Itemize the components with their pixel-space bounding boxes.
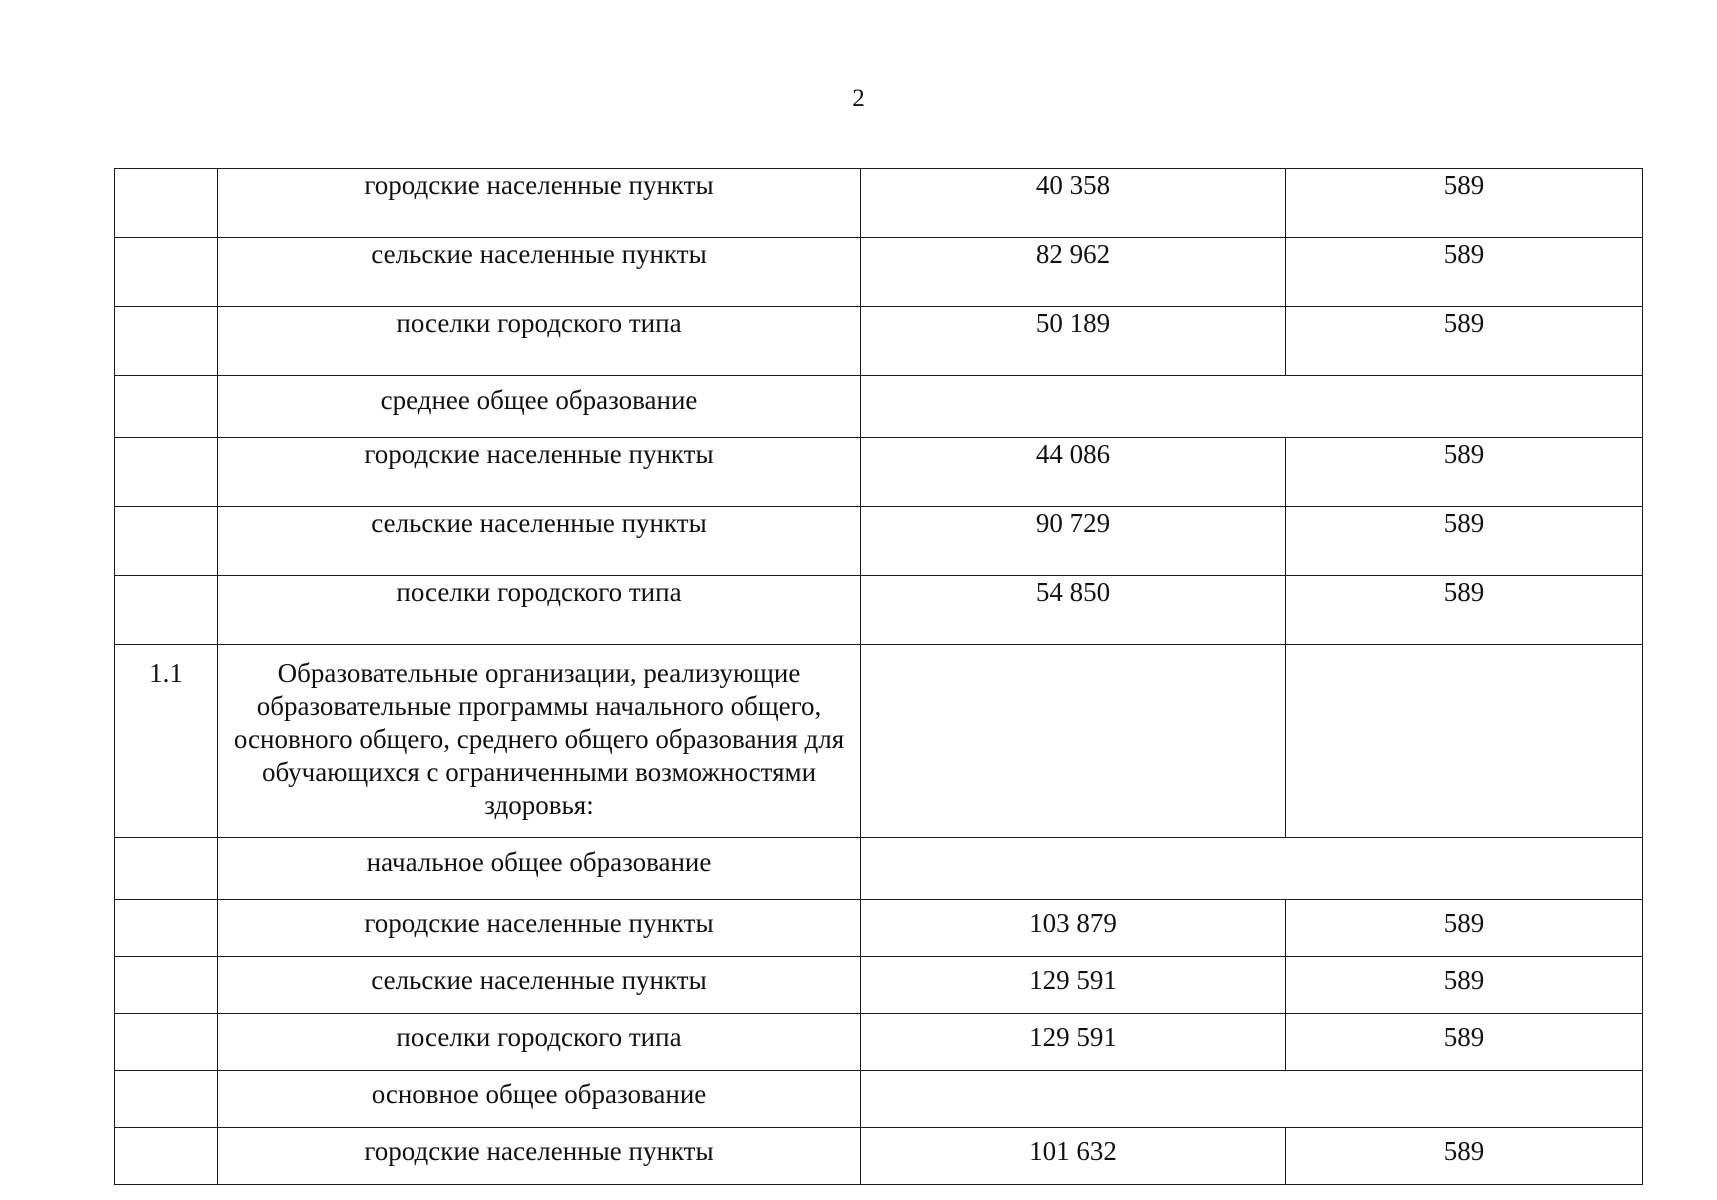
section-heading-cell: начальное общее образование [218,838,861,900]
row-name-cell: городские населенные пункты [218,900,861,957]
data-table [114,168,1643,1185]
section-row [115,838,1643,900]
row-note-cell: 589 [1286,957,1643,1014]
row-value-cell: 129 591 [861,957,1286,1014]
row-value-cell: 103 879 [861,900,1286,957]
table-row [115,307,1643,376]
table-row [115,507,1643,576]
row-value-cell: 129 591 [861,1014,1286,1071]
row-number-cell [115,507,218,576]
row-note-cell: 589 [1286,438,1643,507]
table-row [115,900,1643,957]
table-row [115,169,1643,238]
row-note-cell: 589 [1286,238,1643,307]
row-note-cell: 589 [1286,900,1643,957]
section-empty-cell [861,376,1643,438]
row-number-cell [115,576,218,645]
row-name-cell: сельские населенные пункты [218,957,861,1014]
row-name-cell: поселки городского типа [218,576,861,645]
row-value-cell: 50 189 [861,307,1286,376]
row-note-cell: 589 [1286,576,1643,645]
row-value-cell: 90 729 [861,507,1286,576]
section-empty-cell [861,1071,1643,1128]
row-name-cell: сельские населенные пункты [218,238,861,307]
row-note-cell: 589 [1286,169,1643,238]
table-row [115,957,1643,1014]
row-value-cell: 101 632 [861,1128,1286,1185]
section-heading-cell: среднее общее образование [218,376,861,438]
row-note-cell [1286,645,1643,838]
row-number-cell [115,1128,218,1185]
row-value-cell: 54 850 [861,576,1286,645]
row-number-cell [115,438,218,507]
table-row [115,576,1643,645]
row-note-cell: 589 [1286,1014,1643,1071]
row-value-cell: 40 358 [861,169,1286,238]
row-name-cell: сельские населенные пункты [218,507,861,576]
section-row [115,1071,1643,1128]
row-number-cell [115,376,218,438]
row-name-cell: поселки городского типа [218,307,861,376]
section-heading-cell: основное общее образование [218,1071,861,1128]
row-number-cell: 1.1 [115,645,218,838]
page-number: 2 [852,85,865,112]
section-row [115,376,1643,438]
table-row [115,1014,1643,1071]
row-name-cell: Образовательные организации, реализующие образовательные программы начального общего, основного общего, среднего общего образования для обучающихся с ограниченными возможностями здоровья: [218,645,861,838]
row-note-cell: 589 [1286,307,1643,376]
row-value-cell [861,645,1286,838]
row-name-cell: поселки городского типа [218,1014,861,1071]
section-empty-cell [861,838,1643,900]
row-note-cell: 589 [1286,1128,1643,1185]
row-number-cell [115,307,218,376]
row-value-cell: 44 086 [861,438,1286,507]
row-number-cell [115,238,218,307]
row-name-cell: городские населенные пункты [218,169,861,238]
row-number-cell [115,838,218,900]
table-row [115,645,1643,838]
row-name-cell: городские населенные пункты [218,1128,861,1185]
table-row [115,438,1643,507]
row-number-cell [115,957,218,1014]
row-number-cell [115,1071,218,1128]
table-row [115,1128,1643,1185]
row-value-cell: 82 962 [861,238,1286,307]
row-name-cell: городские населенные пункты [218,438,861,507]
row-number-cell [115,169,218,238]
row-note-cell: 589 [1286,507,1643,576]
row-number-cell [115,900,218,957]
table-row [115,238,1643,307]
row-number-cell [115,1014,218,1071]
